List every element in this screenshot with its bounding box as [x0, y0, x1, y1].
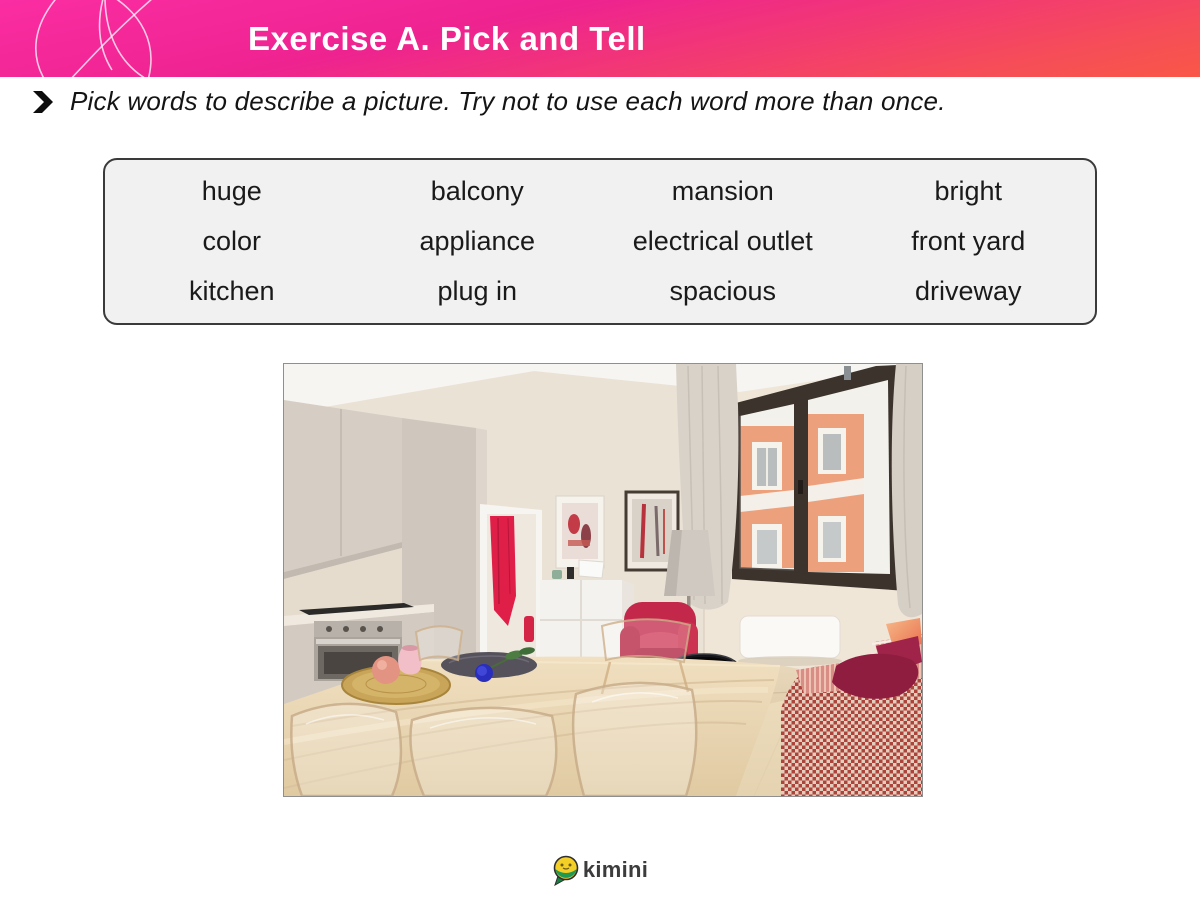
word-item: driveway — [914, 276, 1022, 307]
word-item: front yard — [911, 225, 1026, 256]
word-item: spacious — [669, 276, 777, 307]
word-item: balcony — [430, 175, 524, 206]
brand-logo — [552, 854, 648, 886]
word-item: electrical outlet — [632, 225, 813, 256]
header-bar — [0, 0, 1200, 77]
word-item: plug in — [437, 276, 518, 307]
word-item: appliance — [419, 225, 536, 256]
apartment-photo — [283, 363, 923, 797]
kimini-smiley-leaf-icon — [552, 854, 580, 886]
petal-outlines-icon — [0, 0, 190, 77]
word-item: bright — [934, 175, 1003, 206]
page-title: Exercise A. Pick and Tell — [248, 19, 646, 57]
word-item: mansion — [671, 175, 774, 206]
instruction-text: Pick words to describe a picture. Try not to use each word more than once. — [70, 86, 946, 116]
brand-name: kimini — [582, 857, 649, 882]
word-item: color — [202, 225, 262, 256]
footer — [0, 854, 1200, 886]
instruction-row — [30, 86, 1170, 117]
word-item: kitchen — [188, 276, 275, 307]
word-item: huge — [201, 175, 262, 206]
chevron-right-icon — [30, 89, 56, 115]
word-bank-box — [103, 158, 1097, 325]
apartment-photo-art — [284, 364, 922, 796]
